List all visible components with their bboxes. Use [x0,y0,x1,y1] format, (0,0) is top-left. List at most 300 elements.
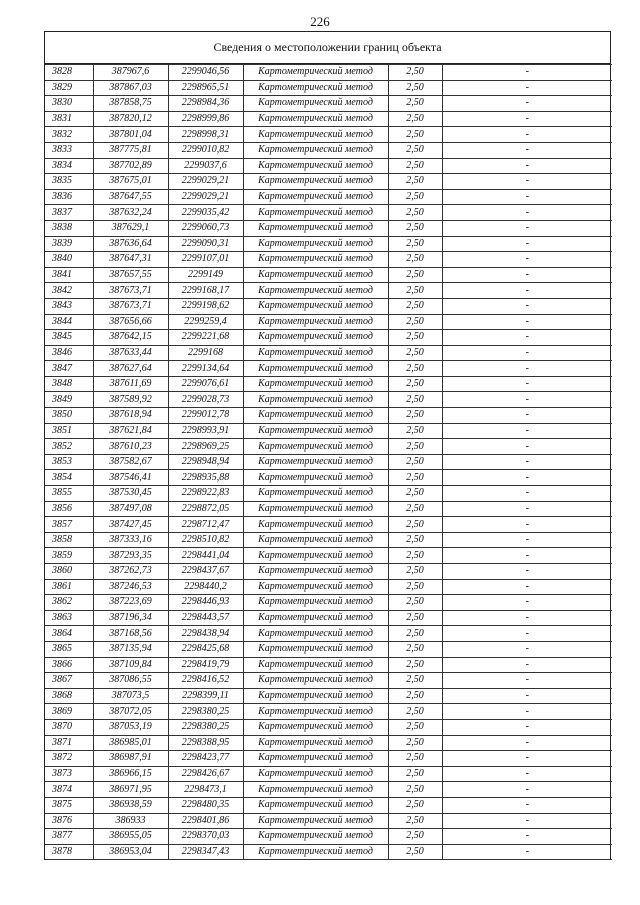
point-number-cell: 3842 [45,283,93,299]
description-cell: - [442,844,612,860]
accuracy-cell: 2,50 [388,501,442,517]
description-cell: - [442,766,612,782]
y-coordinate-cell: 2298370,03 [168,829,243,845]
table-row [45,127,612,143]
y-coordinate-cell: 2298441,04 [168,548,243,564]
table-row [45,579,612,595]
description-cell: - [442,688,612,704]
accuracy-cell: 2,50 [388,314,442,330]
point-number-cell: 3829 [45,80,93,96]
point-number-cell: 3848 [45,376,93,392]
point-number-cell: 3840 [45,252,93,268]
method-cell: Картометрический метод [243,96,388,112]
point-number-cell: 3853 [45,454,93,470]
accuracy-cell: 2,50 [388,719,442,735]
description-cell: - [442,65,612,81]
method-cell: Картометрический метод [243,704,388,720]
table-row [45,189,612,205]
point-number-cell: 3850 [45,408,93,424]
table-row [45,517,612,533]
table-row [45,267,612,283]
method-cell: Картометрический метод [243,142,388,158]
y-coordinate-cell: 2298399,11 [168,688,243,704]
table-row [45,236,612,252]
description-cell: - [442,751,612,767]
description-cell: - [442,641,612,657]
description-cell: - [442,220,612,236]
accuracy-cell: 2,50 [388,641,442,657]
x-coordinate-cell: 387223,69 [93,595,168,611]
y-coordinate-cell: 2298480,35 [168,797,243,813]
accuracy-cell: 2,50 [388,142,442,158]
y-coordinate-cell: 2299046,56 [168,65,243,81]
y-coordinate-cell: 2298969,25 [168,439,243,455]
x-coordinate-cell: 387801,04 [93,127,168,143]
boundary-points-table [45,64,612,860]
description-cell: - [442,205,612,221]
table-row [45,65,612,81]
point-number-cell: 3838 [45,220,93,236]
x-coordinate-cell: 387675,01 [93,174,168,190]
x-coordinate-cell: 387611,69 [93,376,168,392]
point-number-cell: 3858 [45,532,93,548]
accuracy-cell: 2,50 [388,548,442,564]
x-coordinate-cell: 387546,41 [93,470,168,486]
x-coordinate-cell: 387333,16 [93,532,168,548]
point-number-cell: 3849 [45,392,93,408]
x-coordinate-cell: 386953,04 [93,844,168,860]
method-cell: Картометрический метод [243,813,388,829]
y-coordinate-cell: 2298993,91 [168,423,243,439]
method-cell: Картометрический метод [243,298,388,314]
description-cell: - [442,127,612,143]
table-row [45,80,612,96]
table-row [45,142,612,158]
y-coordinate-cell: 2299012,78 [168,408,243,424]
x-coordinate-cell: 387262,73 [93,564,168,580]
y-coordinate-cell: 2298922,83 [168,486,243,502]
y-coordinate-cell: 2298380,25 [168,704,243,720]
accuracy-cell: 2,50 [388,267,442,283]
table-row [45,205,612,221]
method-cell: Картометрический метод [243,844,388,860]
point-number-cell: 3835 [45,174,93,190]
point-number-cell: 3866 [45,657,93,673]
accuracy-cell: 2,50 [388,392,442,408]
description-cell: - [442,392,612,408]
point-number-cell: 3844 [45,314,93,330]
accuracy-cell: 2,50 [388,330,442,346]
method-cell: Картометрический метод [243,579,388,595]
table-row [45,454,612,470]
point-number-cell: 3878 [45,844,93,860]
y-coordinate-cell: 2299259,4 [168,314,243,330]
accuracy-cell: 2,50 [388,610,442,626]
point-number-cell: 3857 [45,517,93,533]
method-cell: Картометрический метод [243,174,388,190]
method-cell: Картометрический метод [243,80,388,96]
accuracy-cell: 2,50 [388,361,442,377]
x-coordinate-cell: 387246,53 [93,579,168,595]
accuracy-cell: 2,50 [388,408,442,424]
point-number-cell: 3834 [45,158,93,174]
table-row [45,813,612,829]
method-cell: Картометрический метод [243,688,388,704]
x-coordinate-cell: 387530,45 [93,486,168,502]
x-coordinate-cell: 387196,34 [93,610,168,626]
method-cell: Картометрический метод [243,532,388,548]
table-row [45,158,612,174]
table-row [45,361,612,377]
method-cell: Картометрический метод [243,548,388,564]
x-coordinate-cell: 387293,35 [93,548,168,564]
y-coordinate-cell: 2299168,17 [168,283,243,299]
x-coordinate-cell: 387072,05 [93,704,168,720]
method-cell: Картометрический метод [243,782,388,798]
method-cell: Картометрический метод [243,439,388,455]
description-cell: - [442,111,612,127]
accuracy-cell: 2,50 [388,236,442,252]
point-number-cell: 3847 [45,361,93,377]
point-number-cell: 3873 [45,766,93,782]
table-row [45,314,612,330]
method-cell: Картометрический метод [243,829,388,845]
x-coordinate-cell: 387633,44 [93,345,168,361]
method-cell: Картометрический метод [243,111,388,127]
point-number-cell: 3870 [45,719,93,735]
description-cell: - [442,96,612,112]
x-coordinate-cell: 387702,89 [93,158,168,174]
x-coordinate-cell: 387629,1 [93,220,168,236]
table-row [45,174,612,190]
table-body [45,65,612,860]
point-number-cell: 3875 [45,797,93,813]
y-coordinate-cell: 2299029,21 [168,174,243,190]
method-cell: Картометрический метод [243,330,388,346]
table-row [45,345,612,361]
method-cell: Картометрический метод [243,501,388,517]
description-cell: - [442,236,612,252]
accuracy-cell: 2,50 [388,564,442,580]
point-number-cell: 3831 [45,111,93,127]
table-row [45,844,612,860]
point-number-cell: 3839 [45,236,93,252]
x-coordinate-cell: 387618,94 [93,408,168,424]
accuracy-cell: 2,50 [388,766,442,782]
x-coordinate-cell: 387647,31 [93,252,168,268]
table-row [45,829,612,845]
y-coordinate-cell: 2298419,79 [168,657,243,673]
y-coordinate-cell: 2299035,42 [168,205,243,221]
description-cell: - [442,735,612,751]
point-number-cell: 3859 [45,548,93,564]
description-cell: - [442,719,612,735]
x-coordinate-cell: 386966,15 [93,766,168,782]
description-cell: - [442,361,612,377]
x-coordinate-cell: 387657,55 [93,267,168,283]
table-row [45,252,612,268]
x-coordinate-cell: 387497,08 [93,501,168,517]
description-cell: - [442,532,612,548]
accuracy-cell: 2,50 [388,844,442,860]
accuracy-cell: 2,50 [388,220,442,236]
accuracy-cell: 2,50 [388,423,442,439]
x-coordinate-cell: 387636,64 [93,236,168,252]
table-row [45,392,612,408]
y-coordinate-cell: 2299037,6 [168,158,243,174]
description-cell: - [442,142,612,158]
description-cell: - [442,80,612,96]
accuracy-cell: 2,50 [388,782,442,798]
description-cell: - [442,267,612,283]
description-cell: - [442,283,612,299]
x-coordinate-cell: 387858,75 [93,96,168,112]
table-row [45,111,612,127]
y-coordinate-cell: 2299168 [168,345,243,361]
point-number-cell: 3877 [45,829,93,845]
x-coordinate-cell: 387610,23 [93,439,168,455]
table-row [45,220,612,236]
method-cell: Картометрический метод [243,626,388,642]
accuracy-cell: 2,50 [388,657,442,673]
table-row [45,470,612,486]
point-number-cell: 3861 [45,579,93,595]
method-cell: Картометрический метод [243,205,388,221]
method-cell: Картометрический метод [243,751,388,767]
description-cell: - [442,657,612,673]
table-row [45,298,612,314]
x-coordinate-cell: 387673,71 [93,283,168,299]
y-coordinate-cell: 2298965,51 [168,80,243,96]
point-number-cell: 3852 [45,439,93,455]
table-row [45,766,612,782]
accuracy-cell: 2,50 [388,735,442,751]
method-cell: Картометрический метод [243,189,388,205]
description-cell: - [442,376,612,392]
y-coordinate-cell: 2298998,31 [168,127,243,143]
y-coordinate-cell: 2298984,36 [168,96,243,112]
accuracy-cell: 2,50 [388,111,442,127]
x-coordinate-cell: 387621,84 [93,423,168,439]
description-cell: - [442,564,612,580]
description-cell: - [442,829,612,845]
method-cell: Картометрический метод [243,517,388,533]
method-cell: Картометрический метод [243,610,388,626]
table-row [45,673,612,689]
description-cell: - [442,813,612,829]
table-row [45,501,612,517]
description-cell: - [442,345,612,361]
x-coordinate-cell: 386987,91 [93,751,168,767]
table-row [45,595,612,611]
table-row [45,532,612,548]
description-cell: - [442,174,612,190]
y-coordinate-cell: 2299134,64 [168,361,243,377]
y-coordinate-cell: 2298401,86 [168,813,243,829]
x-coordinate-cell: 387632,24 [93,205,168,221]
point-number-cell: 3871 [45,735,93,751]
accuracy-cell: 2,50 [388,688,442,704]
method-cell: Картометрический метод [243,797,388,813]
page-number: 226 [310,14,330,29]
table-row [45,626,612,642]
point-number-cell: 3855 [45,486,93,502]
y-coordinate-cell: 2298438,94 [168,626,243,642]
description-cell: - [442,454,612,470]
y-coordinate-cell: 2298948,94 [168,454,243,470]
table-row [45,486,612,502]
point-number-cell: 3872 [45,751,93,767]
accuracy-cell: 2,50 [388,797,442,813]
description-cell: - [442,189,612,205]
accuracy-cell: 2,50 [388,80,442,96]
accuracy-cell: 2,50 [388,127,442,143]
y-coordinate-cell: 2299028,73 [168,392,243,408]
x-coordinate-cell: 387775,81 [93,142,168,158]
table-row [45,751,612,767]
x-coordinate-cell: 387135,94 [93,641,168,657]
method-cell: Картометрический метод [243,267,388,283]
table-row [45,548,612,564]
point-number-cell: 3863 [45,610,93,626]
point-number-cell: 3864 [45,626,93,642]
description-cell: - [442,501,612,517]
y-coordinate-cell: 2299076,61 [168,376,243,392]
accuracy-cell: 2,50 [388,532,442,548]
x-coordinate-cell: 387053,19 [93,719,168,735]
table-row [45,330,612,346]
description-cell: - [442,298,612,314]
accuracy-cell: 2,50 [388,829,442,845]
y-coordinate-cell: 2299029,21 [168,189,243,205]
table-row [45,423,612,439]
boundary-table-sheet [44,31,611,860]
description-cell: - [442,470,612,486]
table-row [45,408,612,424]
y-coordinate-cell: 2298440,2 [168,579,243,595]
description-cell: - [442,797,612,813]
point-number-cell: 3867 [45,673,93,689]
y-coordinate-cell: 2299060,73 [168,220,243,236]
y-coordinate-cell: 2298510,82 [168,532,243,548]
description-cell: - [442,626,612,642]
accuracy-cell: 2,50 [388,174,442,190]
method-cell: Картометрический метод [243,454,388,470]
method-cell: Картометрический метод [243,657,388,673]
table-row [45,439,612,455]
point-number-cell: 3874 [45,782,93,798]
description-cell: - [442,579,612,595]
method-cell: Картометрический метод [243,376,388,392]
method-cell: Картометрический метод [243,283,388,299]
description-cell: - [442,330,612,346]
accuracy-cell: 2,50 [388,283,442,299]
y-coordinate-cell: 2299090,31 [168,236,243,252]
accuracy-cell: 2,50 [388,376,442,392]
x-coordinate-cell: 386938,59 [93,797,168,813]
table-row [45,376,612,392]
point-number-cell: 3836 [45,189,93,205]
table-row [45,797,612,813]
method-cell: Картометрический метод [243,641,388,657]
y-coordinate-cell: 2299107,01 [168,252,243,268]
method-cell: Картометрический метод [243,220,388,236]
accuracy-cell: 2,50 [388,517,442,533]
x-coordinate-cell: 387967,6 [93,65,168,81]
accuracy-cell: 2,50 [388,96,442,112]
y-coordinate-cell: 2299198,62 [168,298,243,314]
table-row [45,96,612,112]
method-cell: Картометрический метод [243,423,388,439]
y-coordinate-cell: 2298425,68 [168,641,243,657]
point-number-cell: 3876 [45,813,93,829]
method-cell: Картометрический метод [243,595,388,611]
point-number-cell: 3862 [45,595,93,611]
accuracy-cell: 2,50 [388,439,442,455]
y-coordinate-cell: 2298443,57 [168,610,243,626]
method-cell: Картометрический метод [243,314,388,330]
description-cell: - [442,704,612,720]
accuracy-cell: 2,50 [388,579,442,595]
accuracy-cell: 2,50 [388,470,442,486]
point-number-cell: 3865 [45,641,93,657]
accuracy-cell: 2,50 [388,673,442,689]
y-coordinate-cell: 2299221,68 [168,330,243,346]
method-cell: Картометрический метод [243,127,388,143]
table-row [45,641,612,657]
y-coordinate-cell: 2298426,67 [168,766,243,782]
table-row [45,283,612,299]
point-number-cell: 3830 [45,96,93,112]
point-number-cell: 3860 [45,564,93,580]
description-cell: - [442,595,612,611]
point-number-cell: 3828 [45,65,93,81]
accuracy-cell: 2,50 [388,252,442,268]
point-number-cell: 3854 [45,470,93,486]
table-row [45,610,612,626]
point-number-cell: 3869 [45,704,93,720]
accuracy-cell: 2,50 [388,704,442,720]
y-coordinate-cell: 2298446,93 [168,595,243,611]
point-number-cell: 3833 [45,142,93,158]
description-cell: - [442,548,612,564]
method-cell: Картометрический метод [243,236,388,252]
point-number-cell: 3845 [45,330,93,346]
table-row [45,688,612,704]
description-cell: - [442,782,612,798]
accuracy-cell: 2,50 [388,158,442,174]
point-number-cell: 3868 [45,688,93,704]
x-coordinate-cell: 387820,12 [93,111,168,127]
accuracy-cell: 2,50 [388,595,442,611]
x-coordinate-cell: 387427,45 [93,517,168,533]
description-cell: - [442,252,612,268]
description-cell: - [442,610,612,626]
accuracy-cell: 2,50 [388,486,442,502]
x-coordinate-cell: 387673,71 [93,298,168,314]
method-cell: Картометрический метод [243,345,388,361]
y-coordinate-cell: 2298416,52 [168,673,243,689]
description-cell: - [442,408,612,424]
accuracy-cell: 2,50 [388,298,442,314]
x-coordinate-cell: 386955,05 [93,829,168,845]
y-coordinate-cell: 2298473,1 [168,782,243,798]
y-coordinate-cell: 2298347,43 [168,844,243,860]
point-number-cell: 3832 [45,127,93,143]
description-cell: - [442,158,612,174]
description-cell: - [442,423,612,439]
table-row [45,782,612,798]
